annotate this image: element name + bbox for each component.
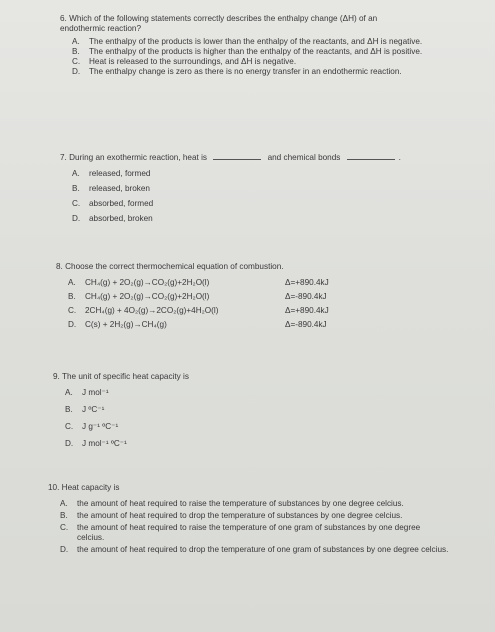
question-7 [60,152,450,224]
option-letter: D. [65,439,74,448]
option-letter: A. [72,37,80,46]
equation: CH₄(g) + 2O₂(g)→CO₂(g)+2H₂O(l) [85,278,210,287]
option-text: the amount of heat required to raise the temperature of one gram of substances by one degree celcius. [77,523,421,542]
question-6-stem-line2: endothermic reaction? [60,24,142,33]
equation: CH₄(g) + 2O₂(g)→CO₂(g)+2H₂O(l) [85,292,210,301]
option-text: released, formed [89,169,151,178]
enthalpy-value: Δ=+890.4kJ [285,278,329,287]
option-text: Heat is released to the surroundings, and ΔH is negative. [89,57,297,66]
question-7-option-a[interactable] [72,169,450,179]
option-letter: D. [68,320,77,329]
question-10-option-c[interactable] [60,523,449,543]
enthalpy-value: Δ=-890.4kJ [285,292,327,301]
option-text: absorbed, broken [89,214,153,223]
option-letter: D. [60,545,69,554]
question-6-option-a[interactable] [72,37,449,47]
option-text: J ºC⁻¹ [82,405,105,414]
option-letter: A. [68,278,76,287]
question-9-option-d[interactable] [65,439,353,449]
question-10-stem: 10. Heat capacity is [48,483,120,492]
enthalpy-value: Δ=-890.4kJ [285,320,327,329]
option-letter: B. [60,511,68,520]
question-6-option-b[interactable] [72,47,449,57]
question-10 [48,483,448,555]
question-9-option-a[interactable] [65,388,353,398]
option-text: the amount of heat required to raise the temperature of substances by one degree celcius. [77,499,404,508]
question-8-option-b[interactable] [68,292,456,302]
question-10-option-a[interactable] [60,499,449,509]
question-10-option-d[interactable] [60,545,449,555]
option-letter: C. [72,199,81,208]
option-text: The enthalpy change is zero as there is no energy transfer in an endothermic reaction. [89,67,402,76]
question-9-option-b[interactable] [65,405,353,415]
question-7-stem [60,152,450,163]
option-letter: B. [72,47,80,56]
question-8-option-d[interactable] [68,320,456,330]
question-7-stem-part2: and chemical bonds [267,153,341,162]
option-letter: C. [60,523,69,532]
enthalpy-value: Δ=+890.4kJ [285,306,329,315]
question-7-stem-part3: . [398,153,401,162]
question-7-option-d[interactable] [72,214,450,224]
question-8-option-a[interactable] [68,278,456,288]
equation: 2CH₄(g) + 4O₂(g)→2CO₂(g)+4H₂O(l) [85,306,219,315]
question-8-stem: 8. Choose the correct thermochemical equation of combustion. [56,262,284,271]
option-text: J g⁻¹ ºC⁻¹ [82,422,119,431]
option-letter: A. [60,499,68,508]
option-letter: D. [72,67,81,76]
question-10-option-b[interactable] [60,511,449,521]
option-letter: B. [65,405,73,414]
equation: C(s) + 2H₂(g)→CH₄(g) [85,320,167,329]
option-text: absorbed, formed [89,199,154,208]
question-7-option-b[interactable] [72,184,450,194]
answer-blank-2[interactable] [347,152,395,160]
question-6-option-c[interactable] [72,57,449,67]
option-text: J mol⁻¹ ºC⁻¹ [82,439,127,448]
option-letter: C. [65,422,74,431]
question-9-stem: 9. The unit of specific heat capacity is [53,372,189,381]
option-text: released, broken [89,184,150,193]
option-letter: D. [72,214,81,223]
question-8-option-c[interactable] [68,306,456,316]
option-letter: A. [65,388,73,397]
question-9 [53,372,353,449]
option-text: the amount of heat required to drop the temperature of substances by one degree celcius. [77,511,403,520]
question-6-option-d[interactable] [72,67,419,77]
question-6 [60,14,440,77]
option-text: The enthalpy of the products is lower than the enthalpy of the reactants, and ΔH is negative. [89,37,423,46]
option-letter: A. [72,169,80,178]
option-letter: B. [72,184,80,193]
question-7-stem-part1: 7. During an exothermic reaction, heat is [60,153,207,162]
option-text: the amount of heat required to drop the temperature of one gram of substances by one degree celcius. [77,545,449,554]
option-letter: B. [68,292,76,301]
option-letter: C. [68,306,77,315]
question-6-stem-line1: 6. Which of the following statements correctly describes the enthalpy change (ΔH) of an [60,14,378,23]
answer-blank-1[interactable] [213,152,261,160]
option-text: The enthalpy of the products is higher than the enthalpy of the reactants, and ΔH is positive. [89,47,423,56]
question-7-option-c[interactable] [72,199,450,209]
option-text: J mol⁻¹ [82,388,109,397]
question-9-option-c[interactable] [65,422,353,432]
option-letter: C. [72,57,81,66]
question-8 [56,262,456,330]
